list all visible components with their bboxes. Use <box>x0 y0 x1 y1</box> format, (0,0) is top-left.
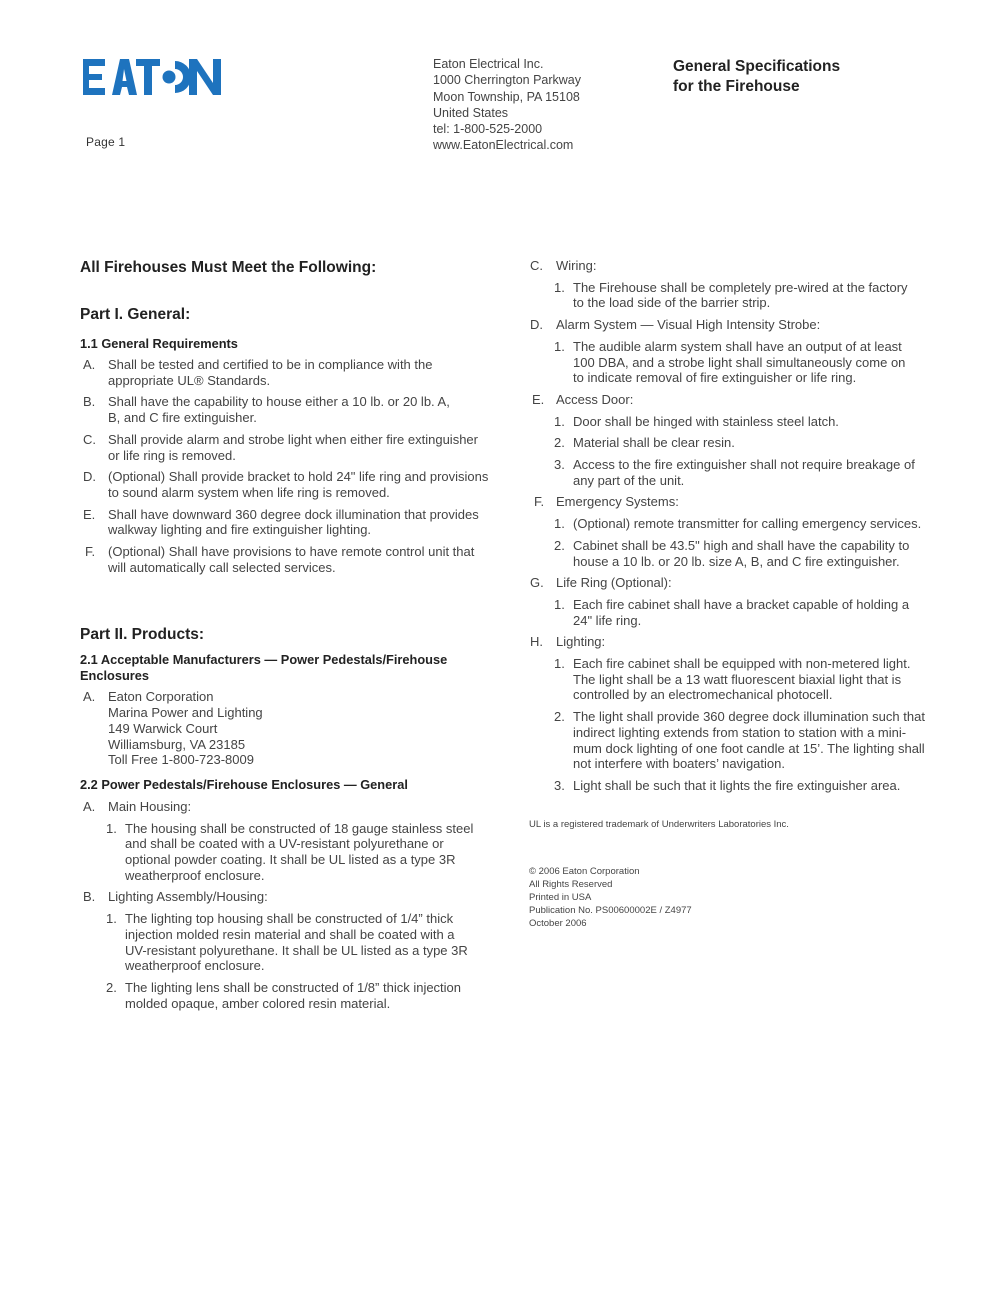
sub-line: house a 10 lb. or 20 lb. size A, B, and C fire extinguisher. <box>573 553 900 569</box>
page-number: Page 1 <box>86 135 126 149</box>
trademark-notice: UL is a registered trademark of Underwriters Laboratories Inc. <box>529 818 789 830</box>
address-line: 1000 Cherrington Parkway <box>433 73 581 88</box>
sub-line: Access to the fire extinguisher shall not require breakage of <box>573 457 915 473</box>
company-address <box>433 56 581 154</box>
sub-marker: 1. <box>106 911 117 927</box>
item-marker: C. <box>530 258 543 273</box>
sub-line: optional powder coating. It shall be UL listed as a type 3R <box>125 852 456 868</box>
sub-line: to indicate removal of fire extinguisher or life ring. <box>573 370 857 386</box>
sub-item <box>529 280 959 311</box>
title-line: General Specifications <box>673 58 841 75</box>
item-line: (Optional) Shall provide bracket to hold 24" life ring and provisions <box>108 469 489 485</box>
list-item <box>80 394 510 425</box>
sub-item <box>529 709 959 772</box>
item-label: Lighting Assembly/Housing: <box>108 889 268 905</box>
section-title: 2.2 Power Pedestals/Firehouse Enclosures — General <box>80 776 408 792</box>
document-title <box>673 57 840 96</box>
item-marker: A. <box>83 798 96 814</box>
sub-item <box>529 339 959 386</box>
section-title-line: 2.1 Acceptable Manufacturers — Power Pedestals/Firehouse <box>80 652 448 668</box>
list-item <box>529 317 959 333</box>
item-marker: D. <box>530 317 543 333</box>
item-line: Shall provide alarm and strobe light when either fire extinguisher <box>108 431 478 447</box>
sub-item <box>529 516 959 532</box>
sub-line: controlled by an electromechanical photocell. <box>573 687 833 703</box>
sub-marker: 1. <box>554 516 565 532</box>
item-marker: B. <box>83 394 96 410</box>
sub-item <box>529 414 959 430</box>
sub-marker: 2. <box>554 435 565 451</box>
item-line: B, and C fire extinguisher. <box>108 410 257 426</box>
item-line: Toll Free 1-800-723-8009 <box>108 752 254 768</box>
list-item <box>80 799 510 815</box>
list-item <box>80 544 510 575</box>
item-label: Life Ring (Optional): <box>556 575 672 591</box>
copyright-block <box>529 866 959 930</box>
sub-marker: 2. <box>554 537 565 553</box>
sub-line: 24" life ring. <box>573 612 642 628</box>
item-label: Access Door: <box>556 391 634 407</box>
sub-line: to the load side of the barrier strip. <box>573 295 771 311</box>
section-title: 1.1 General Requirements <box>80 336 238 351</box>
left-column <box>80 258 510 1011</box>
address-line: Eaton Electrical Inc. <box>433 57 544 71</box>
item-marker: D. <box>83 469 96 485</box>
list-item <box>80 357 510 388</box>
item-marker: B. <box>83 889 96 905</box>
item-marker: F. <box>534 494 545 510</box>
sub-line: The light shall provide 360 degree dock illumination such that <box>573 709 925 725</box>
item-label: Emergency Systems: <box>556 494 679 510</box>
address-line: tel: 1-800-525-2000 <box>433 122 543 137</box>
item-label: Alarm System — Visual High Intensity Strobe: <box>556 317 821 333</box>
sub-item <box>529 597 959 628</box>
sub-line: any part of the unit. <box>573 472 685 488</box>
item-marker: A. <box>83 689 96 705</box>
sub-line: 100 DBA, and a strobe light shall simultaneously come on <box>573 354 906 370</box>
eaton-logo <box>83 57 221 97</box>
sub-line: The audible alarm system shall have an output of at least <box>573 338 902 354</box>
item-marker: G. <box>530 575 544 591</box>
sub-line: Cabinet shall be 43.5" high and shall have the capability to <box>573 537 910 553</box>
sub-line: Each fire cabinet shall have a bracket capable of holding a <box>573 596 910 612</box>
sub-line: injection molded resin material and shall be coated with a <box>125 926 455 942</box>
footer-line: Printed in USA <box>529 892 592 904</box>
sub-line: UV-resistant polyurethane. It shall be UL listed as a type 3R <box>125 942 468 958</box>
sub-line: and shall be coated with a UV-resistant polyurethane or <box>125 836 444 852</box>
sub-marker: 1. <box>554 338 565 354</box>
sub-line: The light shall be a 13 watt fluorescent biaxial light that is <box>573 671 902 687</box>
list-item <box>80 432 510 463</box>
sub-marker: 1. <box>554 596 565 612</box>
title-line: for the Firehouse <box>673 77 800 95</box>
list-item <box>80 469 510 500</box>
sub-marker: 1. <box>106 820 117 836</box>
address-line: Moon Township, PA 15108 <box>433 89 580 104</box>
sub-item <box>529 778 959 794</box>
item-line: Marina Power and Lighting <box>108 705 263 721</box>
item-line: (Optional) Shall have provisions to have remote control unit that <box>108 544 475 560</box>
sub-marker: 3. <box>554 777 565 793</box>
part2-heading: Part II. Products: <box>80 626 205 644</box>
sub-line: weatherproof enclosure. <box>125 867 265 883</box>
sub-line: (Optional) remote transmitter for calling emergency services. <box>573 516 922 532</box>
sub-item <box>529 538 959 569</box>
list-item <box>80 507 510 538</box>
item-line: Eaton Corporation <box>108 689 214 705</box>
sub-marker: 1. <box>554 656 565 672</box>
sub-line: Light shall be such that it lights the fire extinguisher area. <box>573 777 901 793</box>
list-item <box>529 258 959 274</box>
sub-line: weatherproof enclosure. <box>125 958 265 974</box>
sub-item <box>529 656 959 703</box>
sub-line: The lighting lens shall be constructed of 1/8” thick injection <box>125 979 462 995</box>
item-label: Wiring: <box>556 258 597 273</box>
sub-item <box>529 435 959 451</box>
item-line: Shall be tested and certified to be in compliance with the <box>108 357 433 372</box>
item-marker: A. <box>83 357 96 372</box>
item-line: will automatically call selected services. <box>108 559 336 575</box>
sub-line: Door shall be hinged with stainless steel latch. <box>573 413 839 429</box>
list-item <box>529 575 959 591</box>
sub-item <box>529 457 959 488</box>
list-item <box>529 494 959 510</box>
item-marker: E. <box>83 506 96 522</box>
footer-line: All Rights Reserved <box>529 879 613 891</box>
list-item <box>80 889 510 905</box>
sub-item <box>80 980 510 1011</box>
sub-line: Material shall be clear resin. <box>573 435 735 451</box>
sub-line: mum dock lighting of one foot candle at 15’. The lighting shall <box>573 740 925 756</box>
footer-line: October 2006 <box>529 917 587 929</box>
item-marker: H. <box>530 634 543 650</box>
website-link[interactable]: www.EatonElectrical.com <box>433 138 574 153</box>
sub-line: The lighting top housing shall be constructed of 1/4” thick <box>125 911 454 927</box>
sub-item <box>80 821 510 884</box>
item-line: appropriate UL® Standards. <box>108 372 271 388</box>
main-heading: All Firehouses Must Meet the Following: <box>80 259 377 276</box>
section-title-line: Enclosures <box>80 668 149 684</box>
list-item <box>529 392 959 408</box>
sub-marker: 3. <box>554 457 565 473</box>
address-line: United States <box>433 105 509 120</box>
manufacturer-address <box>80 689 510 768</box>
item-line: to sound alarm system when life ring is removed. <box>108 484 390 500</box>
sub-item <box>80 911 510 974</box>
item-line: 149 Warwick Court <box>108 720 218 736</box>
item-marker: C. <box>83 431 96 447</box>
sub-marker: 2. <box>106 979 117 995</box>
item-label: Main Housing: <box>108 798 192 814</box>
footer-line: © 2006 Eaton Corporation <box>529 866 640 878</box>
sub-line: molded opaque, amber colored resin material. <box>125 995 391 1011</box>
item-line: or life ring is removed. <box>108 447 236 463</box>
sub-marker: 2. <box>554 709 565 725</box>
sub-line: The housing shall be constructed of 18 gauge stainless steel <box>125 820 474 836</box>
item-line: Williamsburg, VA 23185 <box>108 736 246 752</box>
right-column <box>529 258 959 930</box>
section-title <box>80 652 510 684</box>
sub-marker: 1. <box>554 413 565 429</box>
sub-line: not interfere with boaters’ navigation. <box>573 756 785 772</box>
item-marker: F. <box>85 544 96 560</box>
sub-line: indirect lighting extends from station to station with a mini- <box>573 724 907 740</box>
list-item <box>529 634 959 650</box>
item-line: walkway lighting and fire extinguisher lighting. <box>108 522 372 538</box>
item-line: Shall have the capability to house either a 10 lb. or 20 lb. A, <box>108 394 450 410</box>
sub-marker: 1. <box>554 279 565 295</box>
sub-line: The Firehouse shall be completely pre-wired at the factory <box>573 279 908 295</box>
part1-heading: Part I. General: <box>80 306 191 323</box>
footer-line: Publication No. PS00600002E / Z4977 <box>529 904 692 916</box>
item-label: Lighting: <box>556 634 606 650</box>
item-marker: E. <box>532 391 545 407</box>
item-line: Shall have downward 360 degree dock illumination that provides <box>108 506 479 522</box>
sub-line: Each fire cabinet shall be equipped with non-metered light. <box>573 656 911 672</box>
